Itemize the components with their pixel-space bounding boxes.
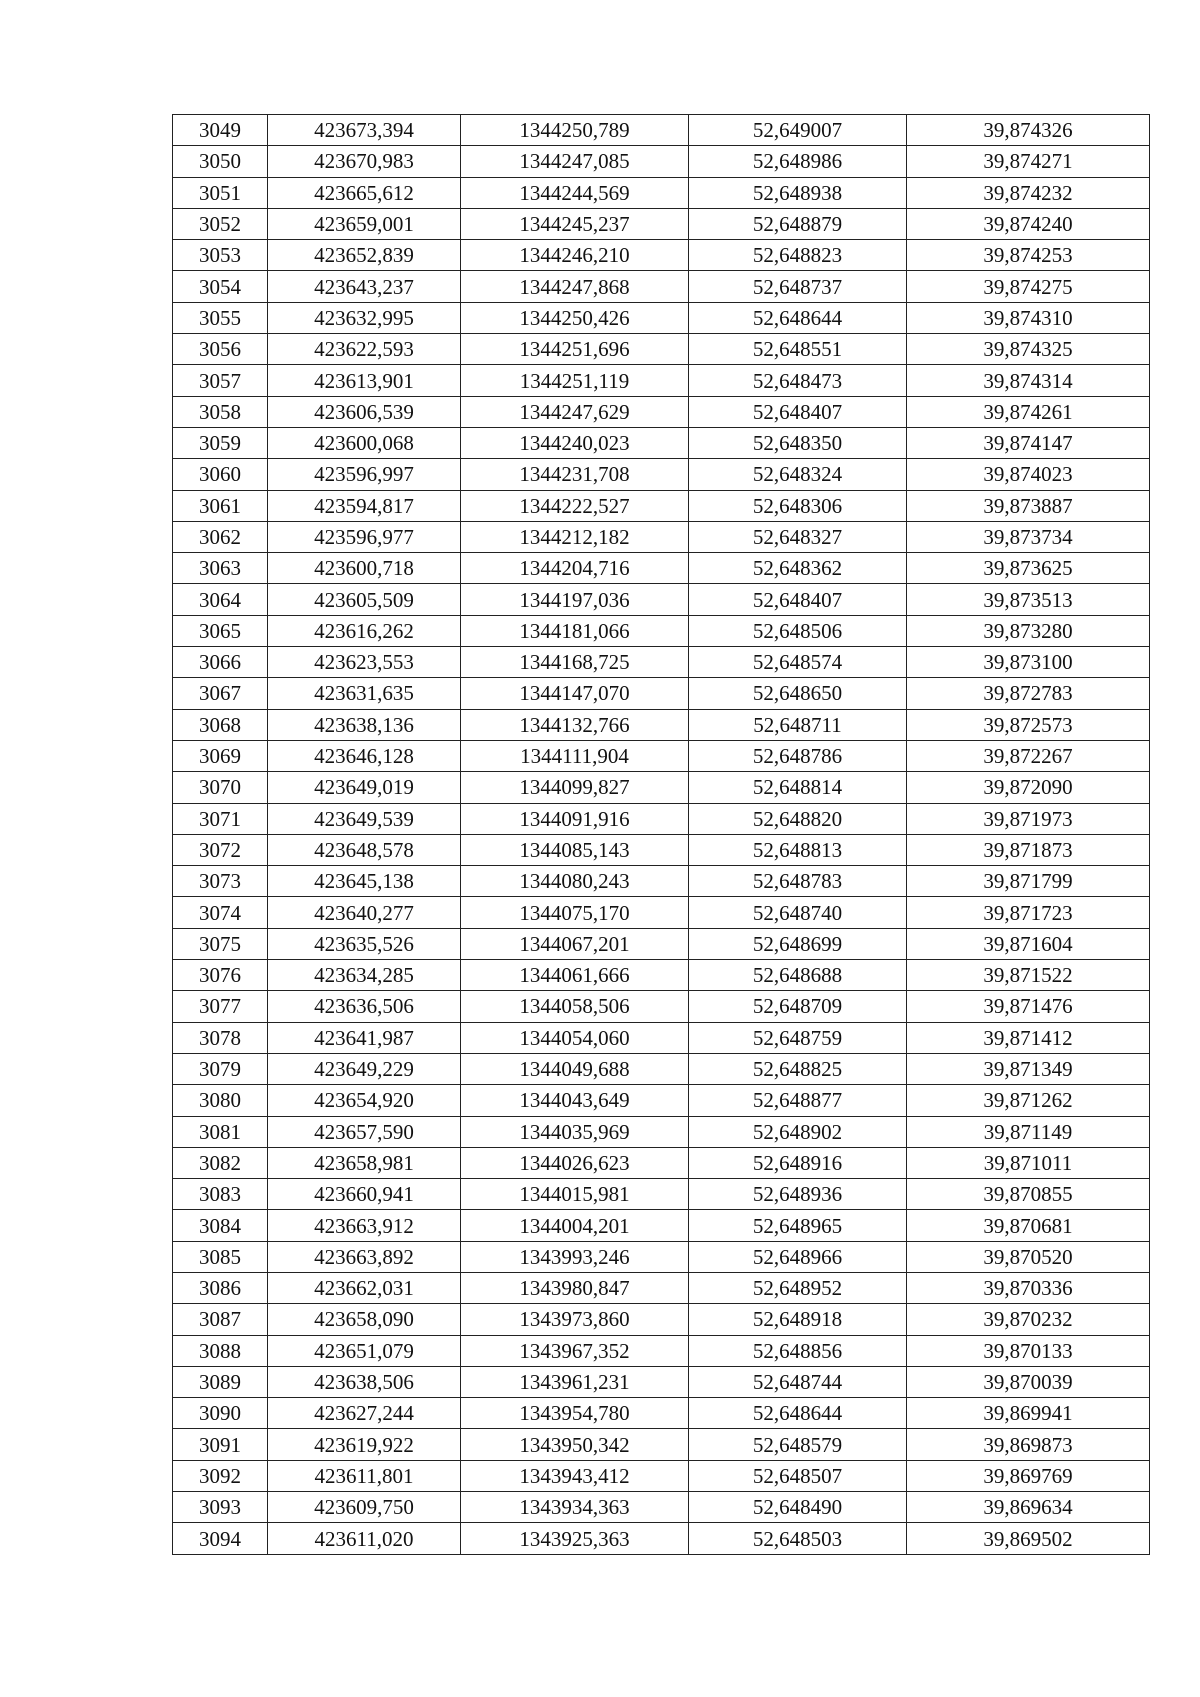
longitude-cell: 39,871412 bbox=[907, 1022, 1150, 1053]
longitude-cell: 39,869941 bbox=[907, 1398, 1150, 1429]
longitude-cell: 39,869873 bbox=[907, 1429, 1150, 1460]
point-number-cell: 3061 bbox=[173, 490, 268, 521]
point-number-cell: 3085 bbox=[173, 1241, 268, 1272]
point-number-cell: 3088 bbox=[173, 1335, 268, 1366]
point-number-cell: 3052 bbox=[173, 208, 268, 239]
latitude-cell: 52,648644 bbox=[689, 1398, 907, 1429]
y-coordinate-cell: 1344247,629 bbox=[461, 396, 689, 427]
x-coordinate-cell: 423654,920 bbox=[268, 1085, 461, 1116]
longitude-cell: 39,870133 bbox=[907, 1335, 1150, 1366]
y-coordinate-cell: 1344250,426 bbox=[461, 302, 689, 333]
latitude-cell: 52,648644 bbox=[689, 302, 907, 333]
table-row bbox=[173, 1147, 1150, 1178]
longitude-cell: 39,874275 bbox=[907, 271, 1150, 302]
longitude-cell: 39,872267 bbox=[907, 740, 1150, 771]
table-row bbox=[173, 584, 1150, 615]
x-coordinate-cell: 423594,817 bbox=[268, 490, 461, 521]
x-coordinate-cell: 423645,138 bbox=[268, 866, 461, 897]
x-coordinate-cell: 423638,136 bbox=[268, 709, 461, 740]
y-coordinate-cell: 1343925,363 bbox=[461, 1523, 689, 1554]
y-coordinate-cell: 1344058,506 bbox=[461, 991, 689, 1022]
x-coordinate-cell: 423611,020 bbox=[268, 1523, 461, 1554]
point-number-cell: 3065 bbox=[173, 615, 268, 646]
latitude-cell: 52,648579 bbox=[689, 1429, 907, 1460]
table-row bbox=[173, 1460, 1150, 1491]
y-coordinate-cell: 1343967,352 bbox=[461, 1335, 689, 1366]
x-coordinate-cell: 423648,578 bbox=[268, 834, 461, 865]
y-coordinate-cell: 1344099,827 bbox=[461, 772, 689, 803]
latitude-cell: 52,648952 bbox=[689, 1272, 907, 1303]
point-number-cell: 3089 bbox=[173, 1366, 268, 1397]
point-number-cell: 3081 bbox=[173, 1116, 268, 1147]
y-coordinate-cell: 1343993,246 bbox=[461, 1241, 689, 1272]
latitude-cell: 52,648574 bbox=[689, 647, 907, 678]
table-row bbox=[173, 615, 1150, 646]
latitude-cell: 52,648936 bbox=[689, 1179, 907, 1210]
point-number-cell: 3059 bbox=[173, 427, 268, 458]
x-coordinate-cell: 423632,995 bbox=[268, 302, 461, 333]
longitude-cell: 39,872090 bbox=[907, 772, 1150, 803]
table-row bbox=[173, 678, 1150, 709]
x-coordinate-cell: 423600,068 bbox=[268, 427, 461, 458]
latitude-cell: 52,648902 bbox=[689, 1116, 907, 1147]
x-coordinate-cell: 423662,031 bbox=[268, 1272, 461, 1303]
latitude-cell: 52,648916 bbox=[689, 1147, 907, 1178]
table-row bbox=[173, 803, 1150, 834]
table-row bbox=[173, 427, 1150, 458]
latitude-cell: 52,648551 bbox=[689, 334, 907, 365]
x-coordinate-cell: 423622,593 bbox=[268, 334, 461, 365]
table-row bbox=[173, 146, 1150, 177]
y-coordinate-cell: 1343954,780 bbox=[461, 1398, 689, 1429]
longitude-cell: 39,871476 bbox=[907, 991, 1150, 1022]
table-row bbox=[173, 709, 1150, 740]
x-coordinate-cell: 423634,285 bbox=[268, 960, 461, 991]
point-number-cell: 3074 bbox=[173, 897, 268, 928]
y-coordinate-cell: 1344049,688 bbox=[461, 1053, 689, 1084]
table-row bbox=[173, 208, 1150, 239]
y-coordinate-cell: 1344240,023 bbox=[461, 427, 689, 458]
longitude-cell: 39,874271 bbox=[907, 146, 1150, 177]
longitude-cell: 39,874232 bbox=[907, 177, 1150, 208]
latitude-cell: 52,648506 bbox=[689, 615, 907, 646]
table-row bbox=[173, 866, 1150, 897]
table-row bbox=[173, 115, 1150, 146]
latitude-cell: 52,648709 bbox=[689, 991, 907, 1022]
point-number-cell: 3091 bbox=[173, 1429, 268, 1460]
point-number-cell: 3093 bbox=[173, 1492, 268, 1523]
longitude-cell: 39,872573 bbox=[907, 709, 1150, 740]
table-row bbox=[173, 928, 1150, 959]
latitude-cell: 52,648856 bbox=[689, 1335, 907, 1366]
y-coordinate-cell: 1344091,916 bbox=[461, 803, 689, 834]
x-coordinate-cell: 423649,229 bbox=[268, 1053, 461, 1084]
x-coordinate-cell: 423641,987 bbox=[268, 1022, 461, 1053]
latitude-cell: 52,648507 bbox=[689, 1460, 907, 1491]
latitude-cell: 52,648699 bbox=[689, 928, 907, 959]
longitude-cell: 39,871262 bbox=[907, 1085, 1150, 1116]
latitude-cell: 52,648877 bbox=[689, 1085, 907, 1116]
point-number-cell: 3068 bbox=[173, 709, 268, 740]
latitude-cell: 52,648737 bbox=[689, 271, 907, 302]
point-number-cell: 3071 bbox=[173, 803, 268, 834]
latitude-cell: 52,648362 bbox=[689, 553, 907, 584]
longitude-cell: 39,870520 bbox=[907, 1241, 1150, 1272]
longitude-cell: 39,871349 bbox=[907, 1053, 1150, 1084]
y-coordinate-cell: 1343943,412 bbox=[461, 1460, 689, 1491]
longitude-cell: 39,874261 bbox=[907, 396, 1150, 427]
point-number-cell: 3084 bbox=[173, 1210, 268, 1241]
latitude-cell: 52,648918 bbox=[689, 1304, 907, 1335]
point-number-cell: 3073 bbox=[173, 866, 268, 897]
latitude-cell: 52,648823 bbox=[689, 240, 907, 271]
point-number-cell: 3051 bbox=[173, 177, 268, 208]
x-coordinate-cell: 423670,983 bbox=[268, 146, 461, 177]
x-coordinate-cell: 423665,612 bbox=[268, 177, 461, 208]
point-number-cell: 3050 bbox=[173, 146, 268, 177]
table-row bbox=[173, 1116, 1150, 1147]
x-coordinate-cell: 423649,539 bbox=[268, 803, 461, 834]
x-coordinate-cell: 423635,526 bbox=[268, 928, 461, 959]
latitude-cell: 52,648688 bbox=[689, 960, 907, 991]
latitude-cell: 52,648350 bbox=[689, 427, 907, 458]
point-number-cell: 3078 bbox=[173, 1022, 268, 1053]
x-coordinate-cell: 423616,262 bbox=[268, 615, 461, 646]
x-coordinate-cell: 423596,977 bbox=[268, 521, 461, 552]
latitude-cell: 52,648306 bbox=[689, 490, 907, 521]
table-row bbox=[173, 1053, 1150, 1084]
table-row bbox=[173, 1304, 1150, 1335]
x-coordinate-cell: 423663,892 bbox=[268, 1241, 461, 1272]
latitude-cell: 52,648825 bbox=[689, 1053, 907, 1084]
point-number-cell: 3067 bbox=[173, 678, 268, 709]
longitude-cell: 39,871973 bbox=[907, 803, 1150, 834]
point-number-cell: 3053 bbox=[173, 240, 268, 271]
table-row bbox=[173, 991, 1150, 1022]
x-coordinate-cell: 423623,553 bbox=[268, 647, 461, 678]
longitude-cell: 39,874240 bbox=[907, 208, 1150, 239]
longitude-cell: 39,874023 bbox=[907, 459, 1150, 490]
longitude-cell: 39,873280 bbox=[907, 615, 1150, 646]
table-row bbox=[173, 459, 1150, 490]
table-row bbox=[173, 772, 1150, 803]
y-coordinate-cell: 1344204,716 bbox=[461, 553, 689, 584]
y-coordinate-cell: 1343934,363 bbox=[461, 1492, 689, 1523]
point-number-cell: 3092 bbox=[173, 1460, 268, 1491]
table-row bbox=[173, 1241, 1150, 1272]
point-number-cell: 3063 bbox=[173, 553, 268, 584]
longitude-cell: 39,872783 bbox=[907, 678, 1150, 709]
table-row bbox=[173, 1398, 1150, 1429]
point-number-cell: 3049 bbox=[173, 115, 268, 146]
x-coordinate-cell: 423658,981 bbox=[268, 1147, 461, 1178]
latitude-cell: 52,648407 bbox=[689, 584, 907, 615]
coordinates-table bbox=[172, 114, 1150, 1555]
table-row bbox=[173, 396, 1150, 427]
y-coordinate-cell: 1344085,143 bbox=[461, 834, 689, 865]
longitude-cell: 39,871604 bbox=[907, 928, 1150, 959]
x-coordinate-cell: 423631,635 bbox=[268, 678, 461, 709]
x-coordinate-cell: 423646,128 bbox=[268, 740, 461, 771]
table-row bbox=[173, 177, 1150, 208]
longitude-cell: 39,869502 bbox=[907, 1523, 1150, 1554]
point-number-cell: 3087 bbox=[173, 1304, 268, 1335]
point-number-cell: 3060 bbox=[173, 459, 268, 490]
latitude-cell: 52,648759 bbox=[689, 1022, 907, 1053]
x-coordinate-cell: 423659,001 bbox=[268, 208, 461, 239]
point-number-cell: 3072 bbox=[173, 834, 268, 865]
table-row bbox=[173, 553, 1150, 584]
point-number-cell: 3076 bbox=[173, 960, 268, 991]
longitude-cell: 39,871723 bbox=[907, 897, 1150, 928]
table-row bbox=[173, 834, 1150, 865]
longitude-cell: 39,874310 bbox=[907, 302, 1150, 333]
longitude-cell: 39,871799 bbox=[907, 866, 1150, 897]
x-coordinate-cell: 423619,922 bbox=[268, 1429, 461, 1460]
longitude-cell: 39,870039 bbox=[907, 1366, 1150, 1397]
y-coordinate-cell: 1344067,201 bbox=[461, 928, 689, 959]
latitude-cell: 52,648814 bbox=[689, 772, 907, 803]
y-coordinate-cell: 1344222,527 bbox=[461, 490, 689, 521]
latitude-cell: 52,648490 bbox=[689, 1492, 907, 1523]
x-coordinate-cell: 423643,237 bbox=[268, 271, 461, 302]
x-coordinate-cell: 423613,901 bbox=[268, 365, 461, 396]
y-coordinate-cell: 1344251,119 bbox=[461, 365, 689, 396]
longitude-cell: 39,870681 bbox=[907, 1210, 1150, 1241]
longitude-cell: 39,870336 bbox=[907, 1272, 1150, 1303]
table-row bbox=[173, 490, 1150, 521]
table-row bbox=[173, 897, 1150, 928]
y-coordinate-cell: 1344111,904 bbox=[461, 740, 689, 771]
x-coordinate-cell: 423611,801 bbox=[268, 1460, 461, 1491]
longitude-cell: 39,869769 bbox=[907, 1460, 1150, 1491]
x-coordinate-cell: 423640,277 bbox=[268, 897, 461, 928]
point-number-cell: 3079 bbox=[173, 1053, 268, 1084]
x-coordinate-cell: 423658,090 bbox=[268, 1304, 461, 1335]
y-coordinate-cell: 1344250,789 bbox=[461, 115, 689, 146]
table-row bbox=[173, 647, 1150, 678]
latitude-cell: 52,648407 bbox=[689, 396, 907, 427]
latitude-cell: 52,648786 bbox=[689, 740, 907, 771]
point-number-cell: 3082 bbox=[173, 1147, 268, 1178]
y-coordinate-cell: 1343980,847 bbox=[461, 1272, 689, 1303]
longitude-cell: 39,874314 bbox=[907, 365, 1150, 396]
point-number-cell: 3056 bbox=[173, 334, 268, 365]
longitude-cell: 39,873734 bbox=[907, 521, 1150, 552]
latitude-cell: 52,648711 bbox=[689, 709, 907, 740]
y-coordinate-cell: 1344035,969 bbox=[461, 1116, 689, 1147]
y-coordinate-cell: 1344245,237 bbox=[461, 208, 689, 239]
x-coordinate-cell: 423627,244 bbox=[268, 1398, 461, 1429]
x-coordinate-cell: 423636,506 bbox=[268, 991, 461, 1022]
y-coordinate-cell: 1344054,060 bbox=[461, 1022, 689, 1053]
point-number-cell: 3069 bbox=[173, 740, 268, 771]
y-coordinate-cell: 1344231,708 bbox=[461, 459, 689, 490]
latitude-cell: 52,648879 bbox=[689, 208, 907, 239]
x-coordinate-cell: 423652,839 bbox=[268, 240, 461, 271]
y-coordinate-cell: 1344147,070 bbox=[461, 678, 689, 709]
table-row bbox=[173, 334, 1150, 365]
point-number-cell: 3077 bbox=[173, 991, 268, 1022]
table-row bbox=[173, 1523, 1150, 1554]
latitude-cell: 52,648966 bbox=[689, 1241, 907, 1272]
latitude-cell: 52,648503 bbox=[689, 1523, 907, 1554]
table-row bbox=[173, 1022, 1150, 1053]
point-number-cell: 3054 bbox=[173, 271, 268, 302]
x-coordinate-cell: 423657,590 bbox=[268, 1116, 461, 1147]
x-coordinate-cell: 423651,079 bbox=[268, 1335, 461, 1366]
longitude-cell: 39,873625 bbox=[907, 553, 1150, 584]
longitude-cell: 39,874253 bbox=[907, 240, 1150, 271]
y-coordinate-cell: 1344043,649 bbox=[461, 1085, 689, 1116]
point-number-cell: 3070 bbox=[173, 772, 268, 803]
point-number-cell: 3075 bbox=[173, 928, 268, 959]
y-coordinate-cell: 1344251,696 bbox=[461, 334, 689, 365]
y-coordinate-cell: 1344004,201 bbox=[461, 1210, 689, 1241]
table-row bbox=[173, 1179, 1150, 1210]
table-row bbox=[173, 302, 1150, 333]
point-number-cell: 3058 bbox=[173, 396, 268, 427]
longitude-cell: 39,870855 bbox=[907, 1179, 1150, 1210]
longitude-cell: 39,874326 bbox=[907, 115, 1150, 146]
y-coordinate-cell: 1344212,182 bbox=[461, 521, 689, 552]
point-number-cell: 3083 bbox=[173, 1179, 268, 1210]
point-number-cell: 3062 bbox=[173, 521, 268, 552]
longitude-cell: 39,874325 bbox=[907, 334, 1150, 365]
latitude-cell: 52,648813 bbox=[689, 834, 907, 865]
y-coordinate-cell: 1344247,868 bbox=[461, 271, 689, 302]
longitude-cell: 39,874147 bbox=[907, 427, 1150, 458]
latitude-cell: 52,648744 bbox=[689, 1366, 907, 1397]
table-row bbox=[173, 740, 1150, 771]
y-coordinate-cell: 1344075,170 bbox=[461, 897, 689, 928]
longitude-cell: 39,873513 bbox=[907, 584, 1150, 615]
y-coordinate-cell: 1344246,210 bbox=[461, 240, 689, 271]
table-row bbox=[173, 960, 1150, 991]
x-coordinate-cell: 423596,997 bbox=[268, 459, 461, 490]
x-coordinate-cell: 423605,509 bbox=[268, 584, 461, 615]
point-number-cell: 3055 bbox=[173, 302, 268, 333]
x-coordinate-cell: 423673,394 bbox=[268, 115, 461, 146]
table-row bbox=[173, 1335, 1150, 1366]
y-coordinate-cell: 1343973,860 bbox=[461, 1304, 689, 1335]
latitude-cell: 52,648324 bbox=[689, 459, 907, 490]
table-row bbox=[173, 521, 1150, 552]
latitude-cell: 52,648650 bbox=[689, 678, 907, 709]
point-number-cell: 3080 bbox=[173, 1085, 268, 1116]
table-row bbox=[173, 1366, 1150, 1397]
table-row bbox=[173, 271, 1150, 302]
point-number-cell: 3094 bbox=[173, 1523, 268, 1554]
x-coordinate-cell: 423663,912 bbox=[268, 1210, 461, 1241]
table-row bbox=[173, 1085, 1150, 1116]
x-coordinate-cell: 423609,750 bbox=[268, 1492, 461, 1523]
longitude-cell: 39,870232 bbox=[907, 1304, 1150, 1335]
y-coordinate-cell: 1344080,243 bbox=[461, 866, 689, 897]
y-coordinate-cell: 1344015,981 bbox=[461, 1179, 689, 1210]
longitude-cell: 39,871873 bbox=[907, 834, 1150, 865]
table-row bbox=[173, 365, 1150, 396]
longitude-cell: 39,871011 bbox=[907, 1147, 1150, 1178]
y-coordinate-cell: 1344132,766 bbox=[461, 709, 689, 740]
latitude-cell: 52,648473 bbox=[689, 365, 907, 396]
y-coordinate-cell: 1343961,231 bbox=[461, 1366, 689, 1397]
x-coordinate-cell: 423600,718 bbox=[268, 553, 461, 584]
table-row bbox=[173, 1429, 1150, 1460]
x-coordinate-cell: 423649,019 bbox=[268, 772, 461, 803]
y-coordinate-cell: 1344181,066 bbox=[461, 615, 689, 646]
point-number-cell: 3064 bbox=[173, 584, 268, 615]
y-coordinate-cell: 1344061,666 bbox=[461, 960, 689, 991]
latitude-cell: 52,648965 bbox=[689, 1210, 907, 1241]
y-coordinate-cell: 1343950,342 bbox=[461, 1429, 689, 1460]
x-coordinate-cell: 423638,506 bbox=[268, 1366, 461, 1397]
latitude-cell: 52,648938 bbox=[689, 177, 907, 208]
x-coordinate-cell: 423660,941 bbox=[268, 1179, 461, 1210]
y-coordinate-cell: 1344197,036 bbox=[461, 584, 689, 615]
longitude-cell: 39,873100 bbox=[907, 647, 1150, 678]
y-coordinate-cell: 1344244,569 bbox=[461, 177, 689, 208]
latitude-cell: 52,648740 bbox=[689, 897, 907, 928]
longitude-cell: 39,873887 bbox=[907, 490, 1150, 521]
latitude-cell: 52,648986 bbox=[689, 146, 907, 177]
longitude-cell: 39,869634 bbox=[907, 1492, 1150, 1523]
point-number-cell: 3057 bbox=[173, 365, 268, 396]
point-number-cell: 3066 bbox=[173, 647, 268, 678]
y-coordinate-cell: 1344168,725 bbox=[461, 647, 689, 678]
table-row bbox=[173, 1492, 1150, 1523]
point-number-cell: 3090 bbox=[173, 1398, 268, 1429]
y-coordinate-cell: 1344247,085 bbox=[461, 146, 689, 177]
y-coordinate-cell: 1344026,623 bbox=[461, 1147, 689, 1178]
coordinates-table-body bbox=[173, 115, 1150, 1555]
table-row bbox=[173, 1210, 1150, 1241]
latitude-cell: 52,648820 bbox=[689, 803, 907, 834]
table-row bbox=[173, 240, 1150, 271]
table-row bbox=[173, 1272, 1150, 1303]
longitude-cell: 39,871149 bbox=[907, 1116, 1150, 1147]
latitude-cell: 52,648327 bbox=[689, 521, 907, 552]
x-coordinate-cell: 423606,539 bbox=[268, 396, 461, 427]
longitude-cell: 39,871522 bbox=[907, 960, 1150, 991]
latitude-cell: 52,649007 bbox=[689, 115, 907, 146]
point-number-cell: 3086 bbox=[173, 1272, 268, 1303]
latitude-cell: 52,648783 bbox=[689, 866, 907, 897]
